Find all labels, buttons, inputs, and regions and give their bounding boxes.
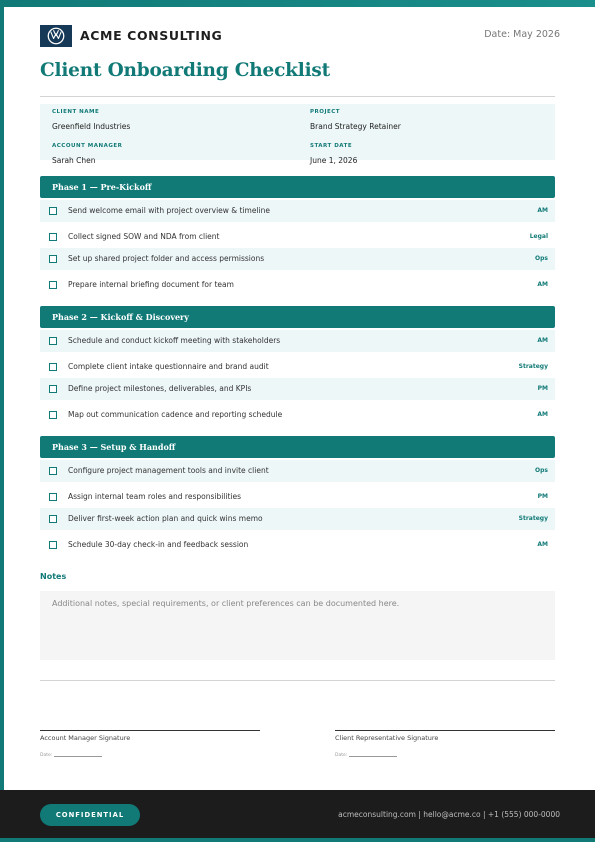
task-text: Schedule and conduct kickoff meeting with stakeholders: [68, 336, 281, 345]
account-manager-date-field[interactable]: [40, 753, 102, 758]
left-accent-bar: [0, 7, 4, 790]
task-owner: AM: [537, 411, 548, 418]
document-header: [40, 25, 560, 47]
checklist-item: [40, 534, 555, 556]
notes-heading: Notes: [40, 572, 67, 581]
client-info-panel: [40, 104, 555, 165]
divider: [40, 680, 555, 681]
vw-logo-icon: [47, 27, 65, 45]
checklist-item: [40, 226, 555, 248]
task-text: Send welcome email with project overview & timeline: [68, 206, 270, 215]
checklist-item: [40, 404, 555, 426]
task-checkbox[interactable]: [49, 515, 57, 523]
checklist-item: [40, 508, 555, 530]
confidential-badge: CONFIDENTIAL: [40, 804, 140, 826]
account-manager-value: Sarah Chen: [52, 156, 96, 165]
notes-placeholder: Additional notes, special requirements, or client preferences can be documented here.: [52, 599, 400, 608]
task-checkbox[interactable]: [49, 255, 57, 263]
task-owner: AM: [537, 207, 548, 214]
task-checkbox[interactable]: [49, 385, 57, 393]
phase-3-header: Phase 3 — Setup & Handoff: [40, 436, 555, 458]
project-field: [310, 109, 401, 131]
client-date-field[interactable]: [335, 753, 397, 758]
phase-2-header: Phase 2 — Kickoff & Discovery: [40, 306, 555, 328]
date-blank: [54, 756, 102, 757]
client-signature-label: Client Representative Signature: [335, 734, 439, 742]
task-text: Prepare internal briefing document for team: [68, 280, 234, 289]
task-checkbox[interactable]: [49, 363, 57, 371]
task-text: Collect signed SOW and NDA from client: [68, 232, 220, 241]
task-checkbox[interactable]: [49, 281, 57, 289]
date-label: Date:: [40, 753, 53, 758]
task-text: Assign internal team roles and responsibilities: [68, 492, 242, 501]
phase-1-header: Phase 1 — Pre-Kickoff: [40, 176, 555, 198]
checklist-item: [40, 330, 555, 352]
task-text: Map out communication cadence and reporting schedule: [68, 410, 283, 419]
account-manager-label: ACCOUNT MANAGER: [52, 143, 123, 149]
notes-field[interactable]: [40, 591, 555, 660]
start-date-field: [310, 143, 357, 165]
task-text: Schedule 30-day check-in and feedback session: [68, 540, 249, 549]
task-owner: Strategy: [518, 363, 548, 370]
checklist-item: [40, 378, 555, 400]
top-accent-bar: [0, 0, 595, 7]
checklist-item: [40, 356, 555, 378]
date-label: Date:: [335, 753, 348, 758]
task-owner: AM: [537, 337, 548, 344]
task-text: Define project milestones, deliverables, and KPIs: [68, 384, 252, 393]
project-value: Brand Strategy Retainer: [310, 122, 401, 131]
account-manager-signature-line[interactable]: [40, 730, 260, 731]
checklist-item: [40, 486, 555, 508]
account-manager-field: [52, 143, 122, 165]
task-checkbox[interactable]: [49, 207, 57, 215]
task-text: Complete client intake questionnaire and brand audit: [68, 362, 269, 371]
task-owner: Ops: [535, 467, 548, 474]
checklist-item: [40, 274, 555, 296]
task-owner: AM: [537, 541, 548, 548]
company-logo: [40, 25, 72, 47]
company-name: ACME CONSULTING: [80, 28, 223, 43]
project-label: PROJECT: [310, 109, 341, 115]
task-text: Configure project management tools and invite client: [68, 466, 269, 475]
divider: [40, 96, 555, 97]
checklist-item: [40, 248, 555, 270]
task-owner: Ops: [535, 255, 548, 262]
contact-info: acmeconsulting.com | hello@acme.co | +1 (555) 000-0000: [338, 810, 560, 819]
page-footer: [0, 790, 595, 838]
task-owner: PM: [537, 385, 548, 392]
document-date: Date: May 2026: [484, 29, 560, 40]
task-owner: Strategy: [518, 515, 548, 522]
task-checkbox[interactable]: [49, 233, 57, 241]
task-checkbox[interactable]: [49, 337, 57, 345]
page-title: Client Onboarding Checklist: [40, 60, 330, 81]
start-date-label: START DATE: [310, 143, 353, 149]
client-name-label: CLIENT NAME: [52, 109, 100, 115]
account-manager-signature-label: Account Manager Signature: [40, 734, 131, 742]
task-owner: Legal: [529, 233, 548, 240]
start-date-value: June 1, 2026: [310, 156, 358, 165]
checklist-item: [40, 200, 555, 222]
task-checkbox[interactable]: [49, 493, 57, 501]
task-text: Set up shared project folder and access permissions: [68, 254, 265, 263]
client-name-field: [52, 109, 130, 131]
task-text: Deliver first-week action plan and quick wins memo: [68, 514, 263, 523]
task-owner: AM: [537, 281, 548, 288]
task-checkbox[interactable]: [49, 467, 57, 475]
bottom-accent-bar: [0, 838, 595, 842]
checklist-item: [40, 460, 555, 482]
task-checkbox[interactable]: [49, 411, 57, 419]
client-name-value: Greenfield Industries: [52, 122, 131, 131]
date-blank: [349, 756, 397, 757]
task-owner: PM: [537, 493, 548, 500]
client-signature-line[interactable]: [335, 730, 555, 731]
task-checkbox[interactable]: [49, 541, 57, 549]
